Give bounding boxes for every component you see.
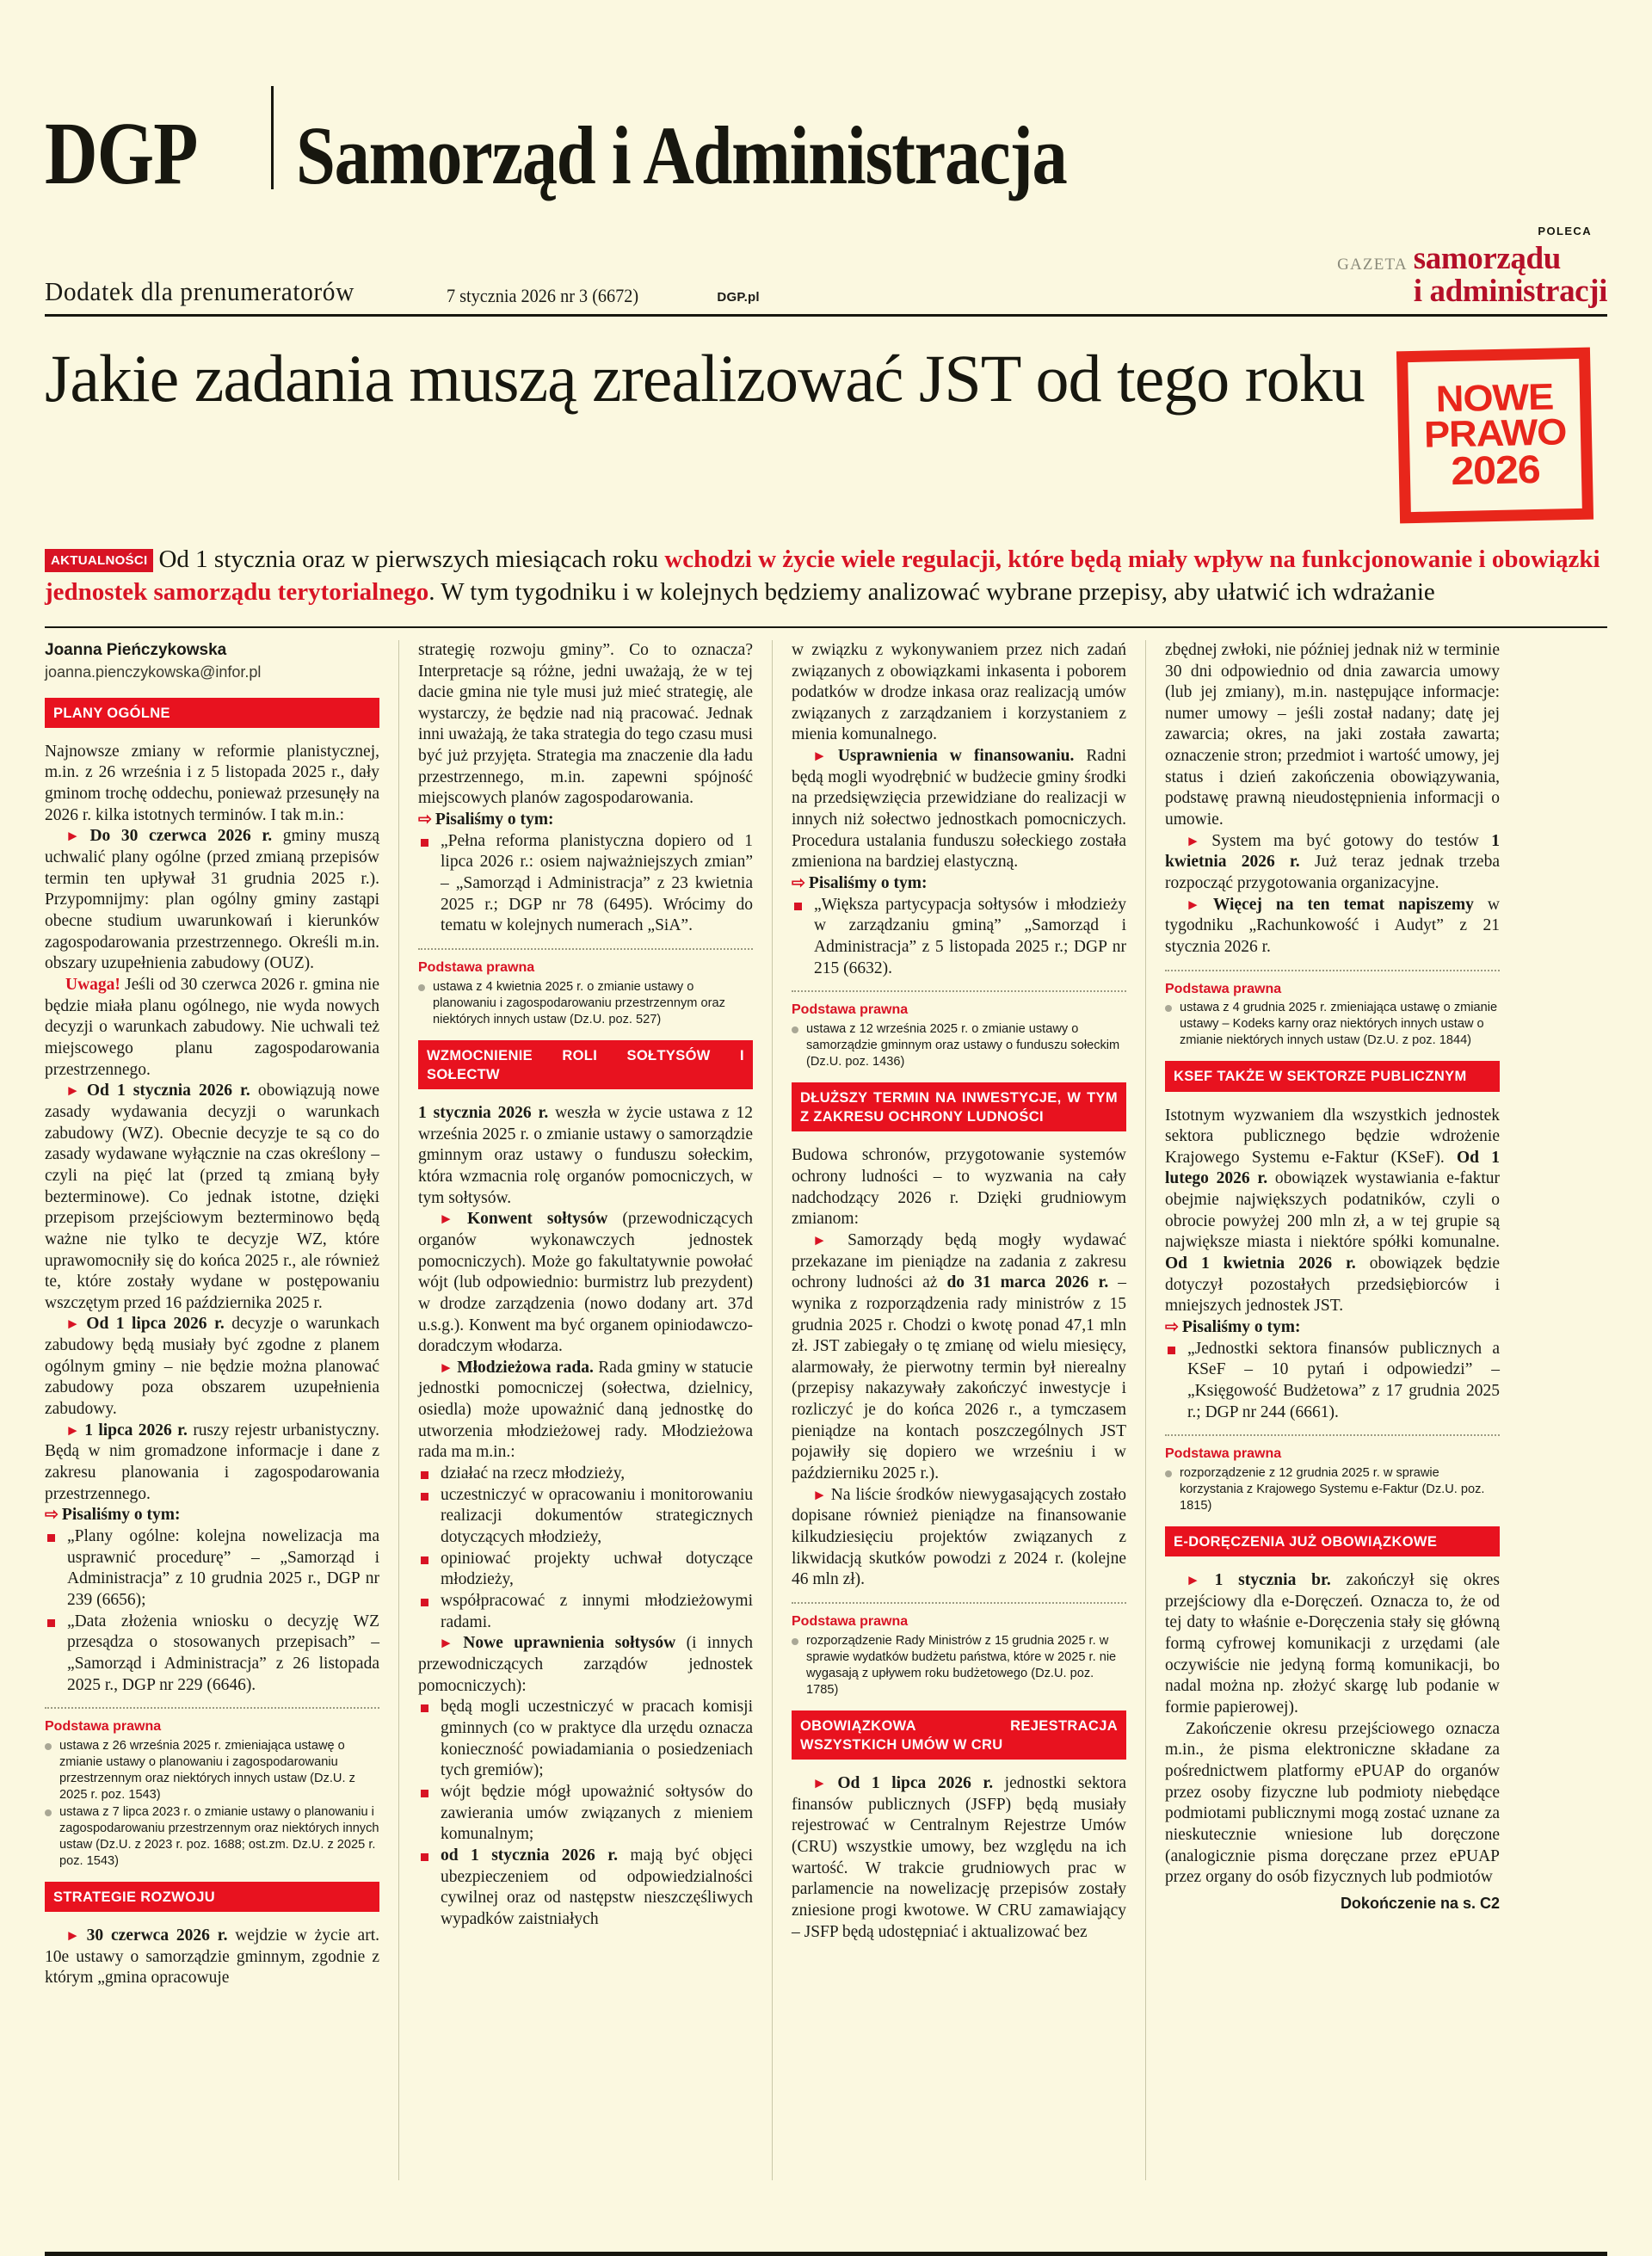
references-list	[1165, 1339, 1500, 1424]
column-4	[1145, 640, 1500, 2180]
bullet-text: obowiązują nowe zasady wydawania decyzji o warunkach zabudowy (WZ). Obecnie decyzje te są co do zasady wydawane wyłącznie na czas określony – czyli na pięć lat (przed tą zmianą były bezterminowe). Co jednak istotne, dzięki przepisom przejściowym bezterminowo będą ważne nie tylko te decyzje WZ, które uprawomocniły się do końca 2025 r., ale również te, które zostały wydane w postępowaniu wszczętym przed 16 października 2025 r.	[45, 1082, 379, 1312]
bullet-item	[792, 746, 1126, 873]
bullet-text: Rada gminy w statucie jednostki pomocniczej (sołectwa, dzielnicy, osiedla) może upoważnić daną jednostkę do utworzenia młodzieżowej rady. Młodzieżowa rada ma m.in.:	[418, 1358, 754, 1462]
legal-basis-heading: Podstawa prawna	[1165, 981, 1282, 996]
bullet-item	[1165, 831, 1500, 895]
list-item[interactable]: „Data złożenia wniosku o decyzję WZ przesądza o stosowanych przepisach” – „Samorząd i Administracja” z 26 listopada 2025 r., DGP nr 229 (6646).	[45, 1612, 379, 1697]
list-item: ustawa z 12 września 2025 r. o zmianie ustawy o samorządzie gminnym oraz ustawy o funduszu sołeckim (Dz.U. poz. 1436)	[792, 1021, 1126, 1070]
paragraph: Budowa schronów, przygotowanie systemów ochrony ludności – to wyzwania na cały nadchodzący 2026 r. Dzięki grudniowym zmianom:	[792, 1146, 1126, 1229]
list-item: ustawa z 7 lipca 2023 r. o zmianie ustawy o planowaniu i zagospodarowaniu przestrzennym oraz niektórych innych ustaw (Dz.U. z 2023 r. poz. 1688; ost.zm. Dz.U. z 2025 r. poz. 1543)	[45, 1804, 379, 1870]
uwaga-label: Uwaga!	[65, 975, 120, 994]
paragraph: Najnowsze zmiany w reformie planistycznej, m.in. z 26 września i z 5 listopada 2025 r., dały gminom trochę oddechu, ponieważ przesunęły na 2026 r. kilka istotnych terminów. I tak m.in.:	[45, 742, 379, 824]
bullet-item	[45, 1314, 379, 1420]
bullet-text: wejdzie w życie art. 10e ustawy o samorządzie gminnym, zgodnie z którym „gmina opracowuje	[45, 1926, 380, 1988]
lead-highlight: wchodzi w życie wiele regulacji, które będą miały wpływ na funkcjonowanie i obowiązki jednostek samorządu terytorialnego	[45, 546, 1600, 607]
triangle-right-icon: ►	[1186, 832, 1199, 849]
category-badge: AKTUALNOŚCI	[45, 549, 153, 572]
list-item: współpracować z innymi młodzieżowymi radami.	[418, 1591, 753, 1633]
list-item: opiniować projekty uchwał dotyczące młodzieży,	[418, 1549, 753, 1591]
references-heading	[1165, 1317, 1500, 1339]
column-3	[772, 640, 1126, 2180]
duties-list	[418, 1464, 753, 1633]
references-heading	[418, 810, 753, 831]
legal-basis-box	[792, 990, 1126, 1070]
paragraph: w związku z wykonywaniem przez nich zadań związanych z obowiązkami inkasenta i poborem podatków w drodze inkasa oraz realizacją umów związanych z zarządzaniem i korzystaniem z mienia komunalnego.	[792, 640, 1126, 744]
bullet-item	[1165, 895, 1500, 958]
bullet-bold: 1 kwietnia 2026 r.	[1165, 831, 1500, 872]
legal-basis-heading: Podstawa prawna	[45, 1719, 162, 1735]
recommends-label: POLECA	[1538, 225, 1592, 237]
references-heading	[792, 873, 1126, 895]
triangle-right-icon: ►	[1186, 1572, 1199, 1589]
paragraph-text-b: obowiązek wystawiania e-faktur obejmie największych podatników, czyli o obrocie powyżej 200 mln zł, a w tej grupie są największe miasta i niektóre spółki komunalne.	[1165, 1169, 1500, 1252]
list-item: będą mogli uczestniczyć w pracach komisji gminnych (co w praktyce dla urzędu oznacza konieczność powiadamiania o posiedzeniach tych gremiów);	[418, 1697, 753, 1782]
stamp-line-1: NOWE	[1434, 377, 1554, 422]
bullet-text: System ma być gotowy do testów	[1211, 831, 1492, 850]
list-item	[418, 1846, 753, 1931]
section-header-plany-ogolne: PLANY OGÓLNE	[45, 698, 379, 728]
triangle-right-icon: ►	[812, 1231, 826, 1248]
references-label: Pisaliśmy o tym:	[808, 874, 928, 893]
dgp-logo[interactable]: DGP	[45, 104, 198, 204]
list-item[interactable]: „Plany ogólne: kolejna nowelizacja ma usprawnić procedurę” – „Samorząd i Administracja” z 10 grudnia 2025 r., DGP nr 239 (6656);	[45, 1526, 379, 1612]
bullet-lead: Więcej na ten temat napiszemy	[1212, 895, 1474, 914]
list-item: rozporządzenie z 12 grudnia 2025 r. w sprawie korzystania z Krajowego Systemu e-Faktur (Dz.U. poz. 1815)	[1165, 1465, 1500, 1514]
bullet-text: jednostki sektora finansów publicznych (JSFP) będą musiały rejestrować w Centralnym Rejestrze Umów (CRU) wszystkie umowy, bez względu na ich wartość. W trakcie grudniowych prac w parlamencie na nowelizację przepisów zostały zniesione progi kwotowe. W CRU zamawiający – JSFP będą udostępniać i aktualizować bez	[792, 1773, 1127, 1941]
lead-paragraph	[45, 544, 1607, 608]
references-label: Pisaliśmy o tym:	[1181, 1318, 1301, 1337]
author-name: Joanna Pieńczykowska	[45, 640, 227, 659]
list-item: wójt będzie mógł upoważnić sołtysów do zawierania umów związanych z mieniem komunalnym;	[418, 1782, 753, 1846]
bullet-item	[45, 826, 379, 975]
legal-basis-box	[45, 1707, 379, 1870]
brand-line-2: i administracji	[1413, 273, 1607, 309]
uwaga-text: Jeśli od 30 czerwca 2026 r. gmina nie będzie miała planu ogólnego, nie wyda nowych decyzji o warunkach zabudowy. Nie uchwali też miejscowego planu zagospodarowania przestrzennego.	[45, 975, 379, 1079]
list-item: ustawa z 4 kwietnia 2025 r. o zmianie ustawy o planowaniu i zagospodarowaniu przestrzennym oraz niektórych innych ustaw (Dz.U. poz. 527)	[418, 979, 753, 1028]
page-bottom-rule	[45, 2252, 1607, 2256]
triangle-right-icon: ►	[65, 1316, 79, 1333]
list-item: uczestniczyć w opracowaniu i monitorowaniu realizacji dokumentów strategicznych dotyczących młodzieży,	[418, 1485, 753, 1549]
gazeta-label: GAZETA	[1337, 256, 1408, 274]
issue-info: 7 stycznia 2026 nr 3 (6672)	[446, 285, 639, 307]
masthead	[45, 45, 1607, 204]
legal-basis-heading: Podstawa prawna	[1165, 1446, 1282, 1462]
triangle-right-icon: ►	[812, 748, 826, 765]
lead-part-2: . W tym tygodniku i w kolejnych będziemy analizować wybrane przepisy, aby ułatwić ich wdrażanie	[428, 578, 1435, 607]
brand-line-1: samorządu	[1413, 241, 1561, 276]
headline-area	[45, 342, 1607, 521]
arrow-right-icon: ⇨	[418, 811, 432, 829]
article-columns	[45, 640, 1607, 2180]
references-heading	[45, 1505, 379, 1526]
legal-basis-heading: Podstawa prawna	[418, 960, 535, 976]
bullet-lead: 30 czerwca 2026 r.	[86, 1926, 228, 1945]
list-item-text: mają być objęci ubezpieczeniem od odpowiedzialności cywilnej oraz od następstw nieszczęśliwych wypadków zaistniałych	[441, 1846, 753, 1928]
bullet-text: w tygodniku „Rachunkowość i Audyt” z 21 stycznia 2026 r.	[1165, 895, 1501, 957]
website-label[interactable]: DGP.pl	[717, 290, 760, 305]
bullet-item	[792, 1485, 1126, 1591]
bullet-lead: Od 1 lipca 2026 r.	[86, 1315, 225, 1334]
paragraph-bold-1: Od 1 lutego 2026 r.	[1165, 1148, 1500, 1188]
lead-part-1: Od 1 stycznia oraz w pierwszych miesiącach roku	[158, 546, 665, 574]
list-item[interactable]: „Jednostki sektora finansów publicznych a KSeF – 10 pytań i odpowiedzi” – „Księgowość Budżetowa” z 17 grudnia 2025 r.; DGP nr 244 (6661).	[1165, 1339, 1500, 1424]
references-label: Pisaliśmy o tym:	[61, 1506, 181, 1525]
nowe-prawo-stamp-icon	[1396, 348, 1593, 524]
section-header-strategie-rozwoju: STRATEGIE ROZWOJU	[45, 1882, 379, 1912]
triangle-right-icon: ►	[812, 1774, 826, 1791]
column-1	[45, 640, 379, 2180]
legal-basis-box	[418, 948, 753, 1028]
triangle-right-icon: ►	[65, 828, 79, 845]
masthead-divider	[271, 86, 274, 189]
arrow-right-icon: ⇨	[45, 1506, 59, 1525]
bullet-item	[418, 1633, 753, 1697]
bullet-lead: Od 1 stycznia 2026 r.	[86, 1082, 250, 1100]
bullet-item	[418, 1358, 753, 1464]
paragraph-bold-2: Od 1 kwietnia 2026 r.	[1165, 1254, 1356, 1273]
references-list	[45, 1526, 379, 1696]
column-2	[398, 640, 753, 2180]
section-header-cru: OBOWIĄZKOWA REJESTRACJA WSZYSTKICH UMÓW W CRU	[792, 1710, 1126, 1760]
supplement-title: Samorząd i Administracja	[295, 108, 1067, 201]
legal-basis-box	[1165, 970, 1500, 1050]
bullet-lead: Usprawnienia w finansowaniu.	[837, 747, 1075, 766]
section-header-inwestycje: DŁUŻSZY TERMIN NA INWESTYCJE, W TYM Z ZAKRESU OCHRONY LUDNOŚCI	[792, 1082, 1126, 1131]
triangle-right-icon: ►	[439, 1635, 453, 1652]
bullet-item	[1165, 1570, 1500, 1719]
bullet-text: gminy muszą uchwalić plany ogólne (przed zmianą przepisów termin ten upływał 31 grudnia 2025 r.). Przypomnijmy: plan ogólny gminy zastąpi obecne studium uwarunkowań i kierunków zagospodarowania przestrzennego. Określi m.in. obszary uzupełnienia zabudowy (OUZ).	[45, 827, 379, 973]
partner-brand	[1337, 225, 1607, 307]
powers-list	[418, 1697, 753, 1930]
bullet-text: Na liście środków niewygasających zostało dopisane również pieniądze na finansowanie kilkudziesięciu projektów związanych z likwidacją skutków powodzi z 2024 r. (kolejne 46 mln zł).	[792, 1485, 1126, 1589]
list-item-lead: od 1 stycznia 2026 r.	[441, 1846, 618, 1865]
references-list	[418, 831, 753, 937]
bullet-item	[792, 1773, 1126, 1943]
section-header-ksef: KSEF TAKŻE W SEKTORZE PUBLICZNYM	[1165, 1061, 1500, 1091]
paragraph: strategię rozwoju gminy”. Co to oznacza? Interpretacje są różne, jedni uważają, że w tej dacie gmina nie tyle musi już mieć strategię, ale wystarczy, że będzie nad nią pracować. Jednak inni uważają, że taka strategia do tego czasu musi być już przyjęta. Strategia ma znaczenie dla ładu przestrzennego, m.in. zapewni spójność miejscowych planów zagospodarowania.	[418, 640, 753, 808]
bullet-lead: 1 lipca 2026 r.	[84, 1421, 188, 1439]
subscribers-label: Dodatek dla prenumeratorów	[45, 276, 354, 307]
bullet-lead: Nowe uprawnienia sołtysów	[463, 1634, 676, 1653]
paragraph-text-c: obowiązek będzie dotyczył pozostałych przedsiębiorców i mniejszych jednostek JST.	[1165, 1254, 1500, 1316]
paragraph-uwaga	[45, 975, 379, 1081]
stamp-line-3: 2026	[1451, 447, 1541, 494]
bullet-lead: Konwent sołtysów	[466, 1210, 608, 1229]
triangle-right-icon: ►	[65, 1926, 79, 1944]
paragraph: Zakończenie okresu przejściowego oznacza m.in., że pisma elektroniczne składane za pośrednictwem platformy ePUAP do organów przez osoby fizyczne lub podmioty niebędące podmiotami publicznymi mogą zostać uznane za nieskutecznie wniesione lub doręczone (analogicznie pisma doręczane przez ePUAP przez organy do osób fizycznych lub podmiotów	[1165, 1719, 1500, 1887]
legal-basis-box-2	[1165, 1434, 1500, 1514]
bullet-lead: 1 stycznia br.	[1214, 1571, 1331, 1590]
list-item[interactable]: „Pełna reforma planistyczna dopiero od 1 lipca 2026 r.: osiem najważniejszych zmian” – „Samorząd i Administracja” z 23 kwietnia 2025 r.; DGP nr 78 (6495). Wrócimy do tematu w kolejnych numerach „SiA”.	[418, 831, 753, 937]
continuation-note[interactable]: Dokończenie na s. C2	[1340, 1895, 1500, 1912]
paragraph-lead: 1 stycznia 2026 r.	[418, 1103, 549, 1122]
stamp-line-2: PRAWO	[1423, 411, 1567, 457]
triangle-right-icon: ►	[65, 1082, 79, 1100]
list-item: ustawa z 4 grudnia 2025 r. zmieniająca ustawę o zmianie ustawy – Kodeks karny oraz niektórych innych ustaw o zmianie niektórych innych ustaw (Dz.U. z poz. 1844)	[1165, 1000, 1500, 1049]
bullet-text: (przewodniczących organów wykonawczych jednostek pomocniczych). Może go fakultatywnie powołać wójt (lub odpowiednio: burmistrz lub prezydent) w drodze zarządzenia (nowo dodany art. 37d u.s.g.). Konwent ma być organem opiniodawczo-doradczym włodarza.	[418, 1210, 753, 1356]
lead-divider	[45, 626, 1607, 628]
legal-basis-heading: Podstawa prawna	[792, 1614, 909, 1630]
list-item[interactable]: „Większa partycypacja sołtysów i młodzieży w zarządzaniu gminą” „Samorząd i Administracja” z 5 listopada 2025 r.; DGP nr 215 (6632).	[792, 895, 1126, 980]
bullet-text-2: Już teraz jednak trzeba rozpocząć przygotowania organizacyjne.	[1165, 853, 1500, 893]
bullet-item	[45, 1926, 379, 1989]
legal-basis-heading: Podstawa prawna	[792, 1002, 909, 1018]
bullet-text: Radni będą mogli wyodrębnić w budżecie gminy środki na przedsięwzięcia przewidziane do realizacji w innych niż sołectwo jednostkach pomocniczych. Procedura ustalania funduszu sołeckiego została zmieniona na bardziej elastyczną.	[792, 747, 1126, 872]
paragraph	[418, 1103, 753, 1209]
arrow-right-icon: ⇨	[792, 874, 805, 893]
triangle-right-icon: ►	[812, 1486, 826, 1503]
info-bar	[45, 225, 1607, 317]
bullet-item	[792, 1230, 1126, 1485]
bullet-lead: Młodzieżowa rada.	[457, 1358, 594, 1377]
bullet-text: decyzje o warunkach zabudowy będą musiały być zgodne z planem ogólnym gminy – nie będzie można planować zabudowy poza obszarem uzupełnienia zabudowy.	[45, 1315, 379, 1419]
bullet-item	[45, 1081, 379, 1314]
triangle-right-icon: ►	[1186, 896, 1199, 913]
paragraph-text: weszła w życie ustawa z 12 września 2025 r. o zmianie ustawy o samorządzie gminnym oraz ustawy o funduszu sołeckim, która wzmacnia rolę organów pomocniczych, w tym sołtysów.	[418, 1103, 753, 1207]
paragraph-text-a: Istotnym wyzwaniem dla wszystkich jednostek sektora publicznego będzie wdrożenie Krajowego Systemu e-Faktur (KSeF).	[1165, 1106, 1500, 1167]
arrow-right-icon: ⇨	[1165, 1318, 1179, 1337]
bullet-text: Samorządy będą mogły wydawać przekazane im pieniądze na zadania z zakresu ochrony ludności aż	[792, 1230, 1127, 1292]
section-header-edoreczenia: E-DORĘCZENIA JUŻ OBOWIĄZKOWE	[1165, 1526, 1500, 1556]
bullet-lead: Do 30 czerwca 2026 r.	[89, 827, 273, 846]
bullet-bold: do 31 marca 2026 r.	[946, 1273, 1109, 1292]
list-item: rozporządzenie Rady Ministrów z 15 grudnia 2025 r. w sprawie wydatków budżetu państwa, które w 2025 r. nie wygasają z upływem roku budżetowego (Dz.U. poz. 1785)	[792, 1633, 1126, 1698]
section-header-soltysi: WZMOCNIENIE ROLI SOŁTYSÓW I SOŁECTW	[418, 1040, 753, 1089]
bullet-item	[418, 1209, 753, 1358]
triangle-right-icon: ►	[439, 1211, 453, 1228]
references-label: Pisaliśmy o tym:	[435, 811, 554, 829]
bullet-text-2: – wynika z rozporządzenia rady ministrów z 15 grudnia 2025 r. Chodzi o kwotę ponad 47,1 mln zł. JST zabiegały o tę zmianę od wielu miesięcy, alarmowały, że pierwotny termin był nierealny (przepisy nakazywały zakończyć inwestycje i rozliczyć je do końca 2026 r., a tymczasem pieniądze na kontach poszczególnych JST pojawiły się dopiero we wrześniu i w październiku 2025 r.).	[792, 1273, 1127, 1483]
page-title: Jakie zadania muszą zrealizować JST od tego roku	[45, 341, 1365, 416]
bullet-text: (i innych przewodniczących zarządów jednostek pomocniczych):	[418, 1634, 754, 1695]
bullet-item	[45, 1421, 379, 1506]
paragraph	[1165, 1106, 1500, 1318]
bullet-lead: Od 1 lipca 2026 r.	[837, 1773, 994, 1792]
list-item: działać na rzecz młodzieży,	[418, 1464, 753, 1485]
paragraph: zbędnej zwłoki, nie później jednak niż w terminie 30 dni odpowiednio od dnia zawarcia umowy (lub jej zmiany), m.in. następujące informacje: numer umowy – jeśli został nadany; datę jej zawarcia; okres, na jaki została zawarta; oznaczenie stron; przedmiot i wartość umowy, jej status i dzień zakończenia obowiązywania, podstawę prawną nieudostępnienia informacji o umowie.	[1165, 640, 1500, 829]
bullet-text: zakończył się okres przejściowy dla e-Doręczeń. Oznacza to, że od tej daty to właśnie e-Doręczenia stały się główną formą cyfrowej komunikacji z urzędami (ale oczywiście nie jedyną formą komunikacji, bo nadal można np. złożyć skargę lub podanie w formie papierowej).	[1165, 1571, 1501, 1717]
references-list	[792, 895, 1126, 980]
triangle-right-icon: ►	[65, 1421, 79, 1439]
triangle-right-icon: ►	[439, 1359, 453, 1376]
legal-basis-box-2	[792, 1602, 1126, 1698]
list-item: ustawa z 26 września 2025 r. zmieniająca ustawę o zmianie ustawy o planowaniu i zagospodarowaniu przestrzennym oraz niektórych innych ustaw (Dz.U. z 2025 r. poz. 1543)	[45, 1738, 379, 1803]
bullet-text: ruszy rejestr urbanistyczny. Będą w nim gromadzone informacje i dane z zakresu planowania i zagospodarowania przestrzennego.	[45, 1421, 380, 1503]
author-email[interactable]: joanna.pienczykowska@infor.pl	[45, 663, 262, 681]
